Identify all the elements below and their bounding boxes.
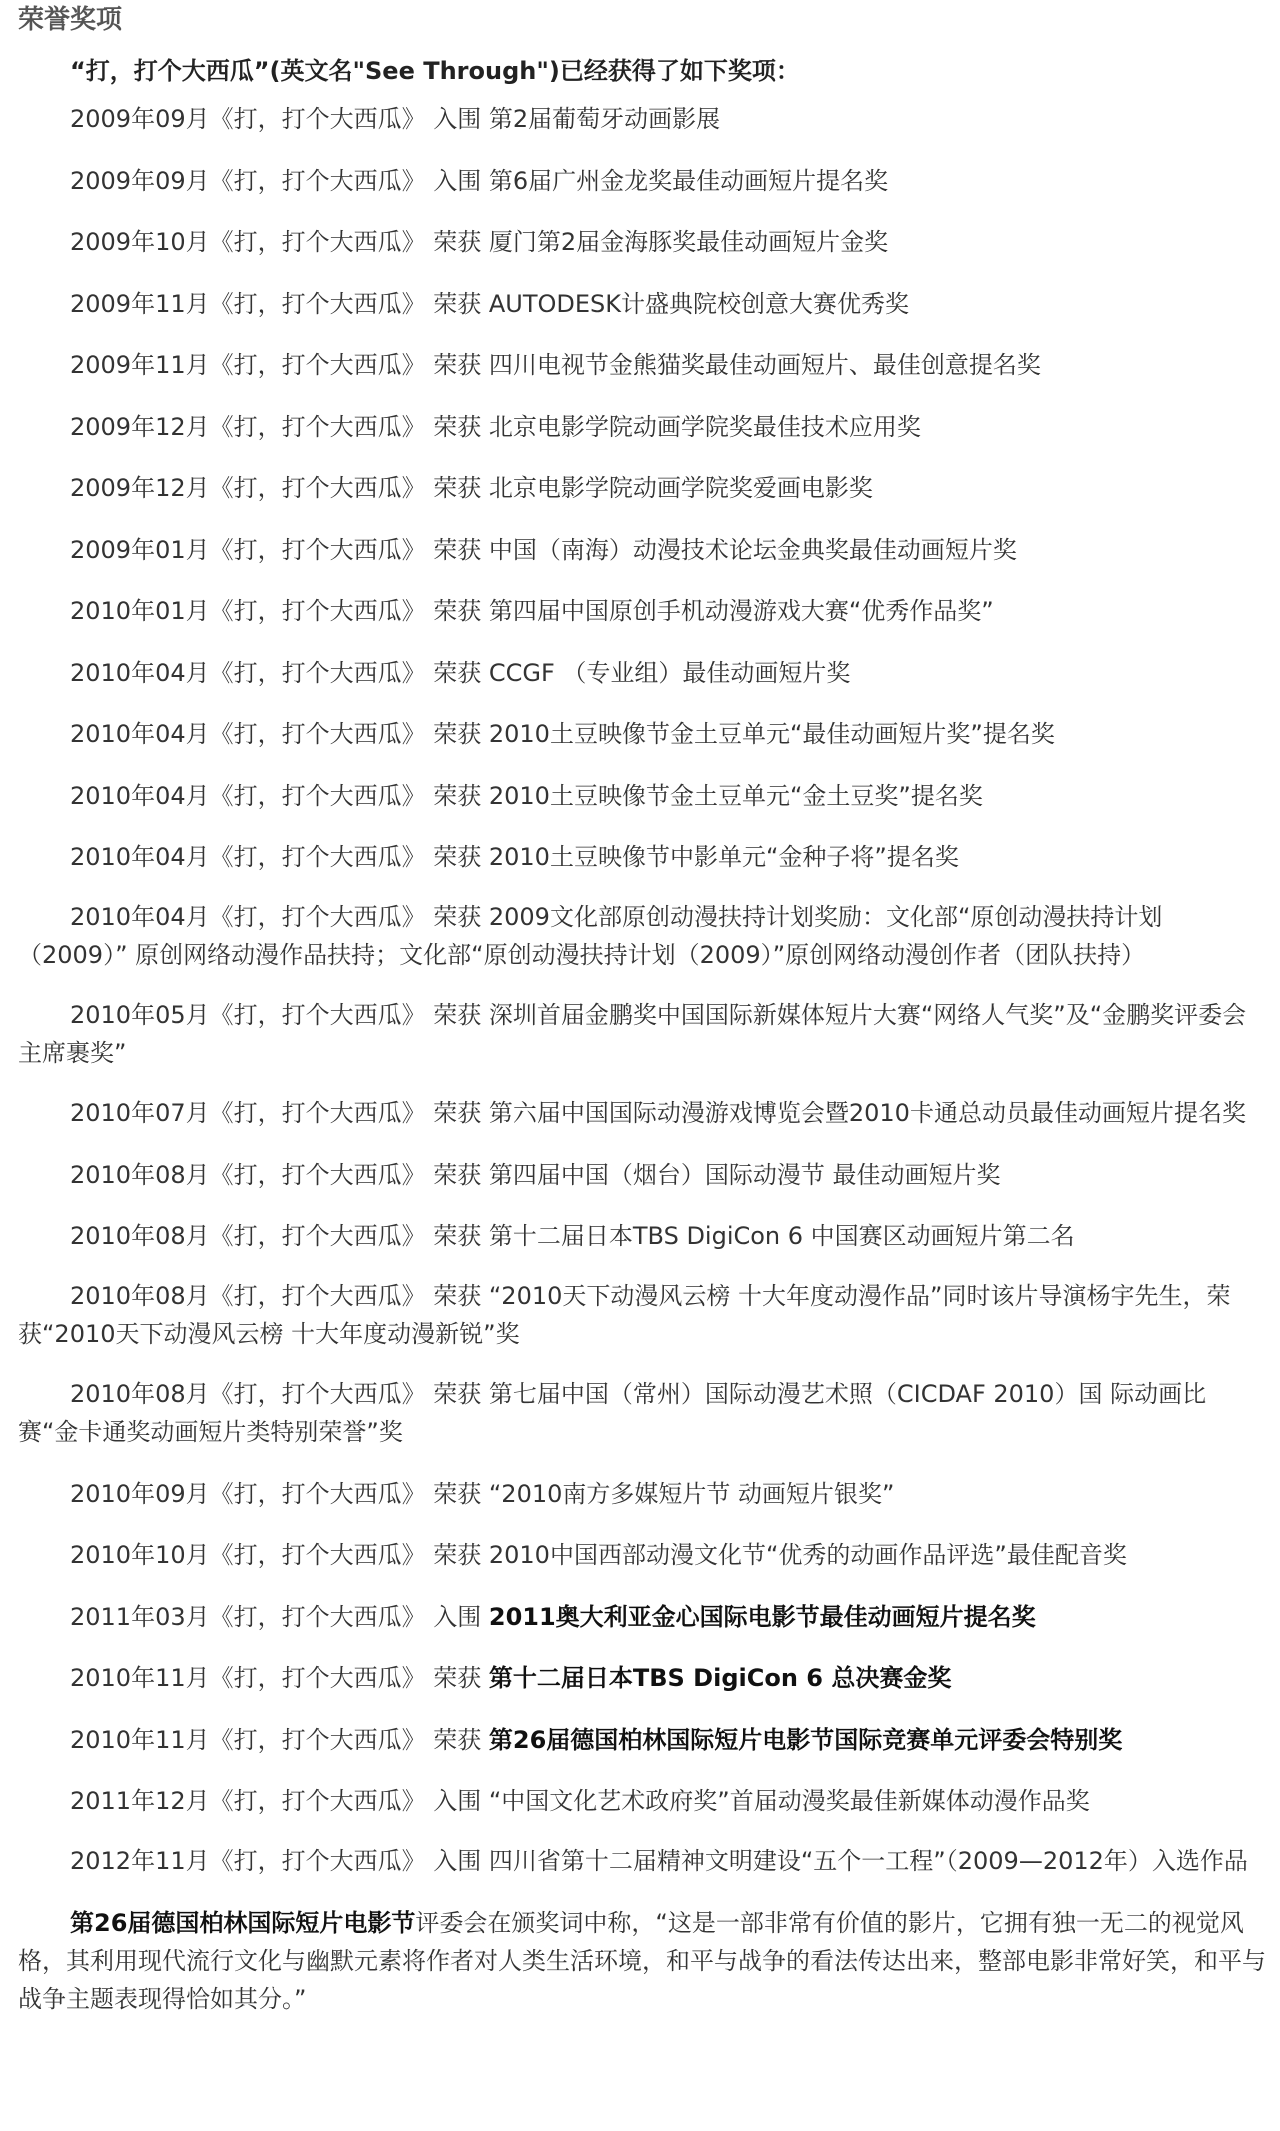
award-item bbox=[18, 211, 1266, 273]
award-text: 2010年11月《打，打个大西瓜》 荣获 bbox=[70, 1664, 489, 1692]
award-text: 2010年04月《打，打个大西瓜》 荣获 2010土豆映像节金土豆单元“最佳动画短片奖”提名奖 bbox=[70, 720, 1055, 748]
award-text: 2012年11月《打，打个大西瓜》 入围 四川省第十二届精神文明建设“五个一工程”（2009—2012年）入选作品 bbox=[70, 1846, 1248, 1875]
award-item bbox=[18, 1832, 1266, 1892]
award-text: 2010年09月《打，打个大西瓜》 荣获 “2010南方多媒短片节 动画短片银奖” bbox=[70, 1479, 895, 1508]
award-highlight: 2011奥大利亚金心国际电影节最佳动画短片提名奖 bbox=[488, 1602, 1036, 1631]
award-item bbox=[18, 580, 1266, 642]
award-text: 2009年01月《打，打个大西瓜》 荣获 中国（南海）动漫技术论坛金典奖最佳动画短片奖 bbox=[70, 535, 1017, 564]
award-item bbox=[18, 1709, 1266, 1771]
award-item bbox=[18, 150, 1266, 212]
award-text: 2010年08月《打，打个大西瓜》 荣获 第十二届日本TBS DigiCon 6 中国赛区动画短片第二名 bbox=[70, 1222, 1075, 1250]
award-text: 2010年04月《打，打个大西瓜》 荣获 CCGF （专业组）最佳动画短片奖 bbox=[70, 658, 851, 687]
award-text: 2010年11月《打，打个大西瓜》 荣获 bbox=[70, 1725, 489, 1754]
intro-paragraph: “打，打个大西瓜”(英文名"See Through")已经获得了如下奖项： bbox=[70, 57, 800, 85]
award-text: 2009年11月《打，打个大西瓜》 荣获 四川电视节金熊猫奖最佳动画短片、最佳创意提名奖 bbox=[70, 351, 1041, 379]
closing-text: 评委会在颁奖词中称，“这是一部非常有价值的影片，它拥有独一无二的视觉风格，其利用现代流行文化与幽默元素将作者对人类生活环境，和平与战争的看法传达出来，整部电影非常好笑，和平与战争主题表现得恰如其分。” bbox=[18, 1908, 1266, 2013]
award-text: 2010年08月《打，打个大西瓜》 荣获 第七届中国（常州）国际动漫艺术照（CICDAF 2010）国 际动画比赛“金卡通奖动画短片类特别荣誉”奖 bbox=[18, 1379, 1207, 1446]
award-text: 2010年04月《打，打个大西瓜》 荣获 2010土豆映像节金土豆单元“金土豆奖”提名奖 bbox=[70, 781, 983, 810]
award-item bbox=[18, 396, 1266, 458]
award-highlight: 第26届德国柏林国际短片电影节国际竞赛单元评委会特别奖 bbox=[488, 1725, 1123, 1754]
award-list bbox=[18, 88, 1266, 1892]
award-item bbox=[18, 519, 1266, 581]
award-text: 2010年10月《打，打个大西瓜》 荣获 2010中国西部动漫文化节“优秀的动画作品评选”最佳配音奖 bbox=[70, 1541, 1127, 1569]
award-item bbox=[18, 1205, 1266, 1267]
award-item bbox=[18, 1647, 1266, 1709]
award-item bbox=[18, 334, 1266, 396]
closing-highlight: 第26届德国柏林国际短片电影节 bbox=[70, 1908, 416, 1937]
page-heading: 荣誉奖项 bbox=[18, 5, 123, 35]
award-item bbox=[18, 826, 1266, 888]
award-text: 2009年10月《打，打个大西瓜》 荣获 厦门第2届金海豚奖最佳动画短片金奖 bbox=[70, 228, 889, 256]
award-item bbox=[18, 703, 1266, 765]
award-text: 2010年04月《打，打个大西瓜》 荣获 2010土豆映像节中影单元“金种子将”提名奖 bbox=[70, 843, 959, 871]
award-item bbox=[18, 1084, 1266, 1144]
award-text: 2009年12月《打，打个大西瓜》 荣获 北京电影学院动画学院奖最佳技术应用奖 bbox=[70, 412, 921, 441]
award-text: 2009年11月《打，打个大西瓜》 荣获 AUTODESK计盛典院校创意大赛优秀奖 bbox=[70, 289, 910, 318]
award-item bbox=[18, 88, 1266, 150]
award-text: 2010年01月《打，打个大西瓜》 荣获 第四届中国原创手机动漫游戏大赛“优秀作品奖” bbox=[70, 597, 994, 625]
award-item bbox=[18, 642, 1266, 704]
award-item bbox=[18, 888, 1266, 986]
award-highlight: 第十二届日本TBS DigiCon 6 总决赛金奖 bbox=[488, 1664, 952, 1692]
award-text: 2010年07月《打，打个大西瓜》 荣获 第六届中国国际动漫游戏博览会暨2010卡通总动员最佳动画短片提名奖 bbox=[70, 1098, 1246, 1127]
award-text: 2010年04月《打，打个大西瓜》 荣获 2009文化部原创动漫扶持计划奖励：文化部“原创动漫扶持计划（2009）” 原创网络动漫作品扶持；文化部“原创动漫扶持计划（2009）”原创网络动漫创作者（团队扶持） bbox=[18, 902, 1163, 969]
award-item bbox=[18, 457, 1266, 519]
award-item bbox=[18, 1144, 1266, 1206]
award-text: 2009年12月《打，打个大西瓜》 荣获 北京电影学院动画学院奖爱画电影奖 bbox=[70, 474, 873, 502]
award-text: 2011年12月《打，打个大西瓜》 入围 “中国文化艺术政府奖”首届动漫奖最佳新媒体动漫作品奖 bbox=[70, 1787, 1090, 1815]
award-item bbox=[18, 1770, 1266, 1832]
award-text: 2009年09月《打，打个大西瓜》 入围 第2届葡萄牙动画影展 bbox=[70, 105, 721, 133]
award-item bbox=[18, 1524, 1266, 1586]
award-item bbox=[18, 986, 1266, 1084]
award-item bbox=[18, 1463, 1266, 1525]
closing-paragraph bbox=[18, 1904, 1266, 2018]
award-item bbox=[18, 765, 1266, 827]
award-item bbox=[18, 1365, 1266, 1463]
award-item bbox=[18, 1267, 1266, 1365]
award-text: 2010年08月《打，打个大西瓜》 荣获 “2010天下动漫风云榜 十大年度动漫作品”同时该片导演杨宇先生，荣获“2010天下动漫风云榜 十大年度动漫新锐”奖 bbox=[18, 1281, 1231, 1348]
award-item bbox=[18, 1586, 1266, 1648]
award-item bbox=[18, 273, 1266, 335]
award-text: 2011年03月《打，打个大西瓜》 入围 bbox=[70, 1602, 489, 1631]
award-text: 2010年05月《打，打个大西瓜》 荣获 深圳首届金鹏奖中国国际新媒体短片大赛“网络人气奖”及“金鹏奖评委会主席裹奖” bbox=[18, 1000, 1247, 1067]
award-text: 2009年09月《打，打个大西瓜》 入围 第6届广州金龙奖最佳动画短片提名奖 bbox=[70, 166, 889, 195]
award-text: 2010年08月《打，打个大西瓜》 荣获 第四届中国（烟台）国际动漫节 最佳动画短片奖 bbox=[70, 1160, 1001, 1189]
